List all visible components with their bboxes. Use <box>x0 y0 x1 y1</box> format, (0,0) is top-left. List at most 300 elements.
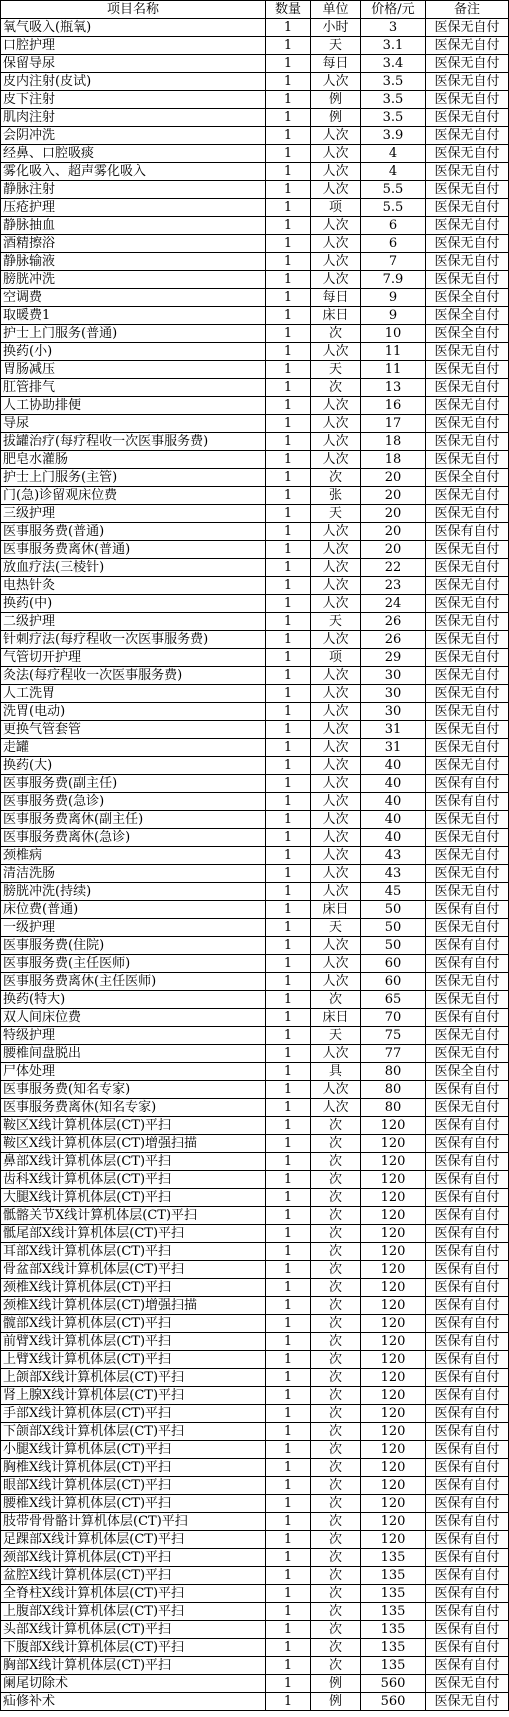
item-name-cell: 护士上门服务(普通) <box>1 325 266 343</box>
price-cell: 3.5 <box>361 91 426 109</box>
item-name-cell: 阑尾切除术 <box>1 1675 266 1693</box>
price-cell: 45 <box>361 883 426 901</box>
quantity-cell: 1 <box>266 433 311 451</box>
table-row <box>1 1423 509 1441</box>
price-cell: 120 <box>361 1441 426 1459</box>
note-cell: 医保无自付 <box>426 1099 509 1117</box>
item-name-cell: 上臂X线计算机体层(CT)平扫 <box>1 1351 266 1369</box>
item-name-cell: 电热针灸 <box>1 577 266 595</box>
item-name-cell: 肥皂水灌肠 <box>1 451 266 469</box>
quantity-cell: 1 <box>266 325 311 343</box>
table-row <box>1 145 509 163</box>
item-name-cell: 氧气吸入(瓶氧) <box>1 19 266 37</box>
quantity-cell: 1 <box>266 1189 311 1207</box>
quantity-cell: 1 <box>266 1549 311 1567</box>
unit-cell: 每日 <box>311 55 361 73</box>
price-cell: 31 <box>361 721 426 739</box>
price-cell: 9 <box>361 289 426 307</box>
item-name-cell: 静脉注射 <box>1 181 266 199</box>
unit-cell: 次 <box>311 1621 361 1639</box>
note-cell: 医保有自付 <box>426 1495 509 1513</box>
price-cell: 80 <box>361 1081 426 1099</box>
price-cell: 135 <box>361 1549 426 1567</box>
note-cell: 医保有自付 <box>426 1405 509 1423</box>
price-cell: 7.9 <box>361 271 426 289</box>
note-cell: 医保无自付 <box>426 451 509 469</box>
unit-cell: 次 <box>311 1585 361 1603</box>
table-row <box>1 1621 509 1639</box>
item-name-cell: 肛管排气 <box>1 379 266 397</box>
quantity-cell: 1 <box>266 1207 311 1225</box>
table-row <box>1 1675 509 1693</box>
table-row <box>1 1351 509 1369</box>
item-name-cell: 尸体处理 <box>1 1063 266 1081</box>
note-cell: 医保有自付 <box>426 1549 509 1567</box>
price-cell: 11 <box>361 361 426 379</box>
header-item-name: 项目名称 <box>1 1 266 19</box>
table-row <box>1 1081 509 1099</box>
price-cell: 120 <box>361 1207 426 1225</box>
price-cell: 120 <box>361 1189 426 1207</box>
note-cell: 医保无自付 <box>426 973 509 991</box>
note-cell: 医保无自付 <box>426 55 509 73</box>
quantity-cell: 1 <box>266 127 311 145</box>
unit-cell: 人次 <box>311 865 361 883</box>
unit-cell: 人次 <box>311 433 361 451</box>
price-cell: 80 <box>361 1063 426 1081</box>
note-cell: 医保有自付 <box>426 1153 509 1171</box>
quantity-cell: 1 <box>266 145 311 163</box>
quantity-cell: 1 <box>266 379 311 397</box>
note-cell: 医保有自付 <box>426 1477 509 1495</box>
unit-cell: 人次 <box>311 703 361 721</box>
price-cell: 120 <box>361 1369 426 1387</box>
price-cell: 135 <box>361 1639 426 1657</box>
price-cell: 120 <box>361 1495 426 1513</box>
quantity-cell: 1 <box>266 19 311 37</box>
note-cell: 医保无自付 <box>426 595 509 613</box>
table-row <box>1 1099 509 1117</box>
quantity-cell: 1 <box>266 1567 311 1585</box>
item-name-cell: 髋部X线计算机体层(CT)平扫 <box>1 1315 266 1333</box>
price-cell: 120 <box>361 1297 426 1315</box>
unit-cell: 次 <box>311 1513 361 1531</box>
table-row <box>1 181 509 199</box>
item-name-cell: 三级护理 <box>1 505 266 523</box>
note-cell: 医保有自付 <box>426 1009 509 1027</box>
unit-cell: 次 <box>311 1387 361 1405</box>
item-name-cell: 上腹部X线计算机体层(CT)平扫 <box>1 1603 266 1621</box>
item-name-cell: 颈椎X线计算机体层(CT)平扫 <box>1 1279 266 1297</box>
table-row <box>1 217 509 235</box>
unit-cell: 次 <box>311 1459 361 1477</box>
note-cell: 医保无自付 <box>426 181 509 199</box>
note-cell: 医保有自付 <box>426 1135 509 1153</box>
table-row <box>1 19 509 37</box>
price-cell: 31 <box>361 739 426 757</box>
header-price: 价格/元 <box>361 1 426 19</box>
note-cell: 医保无自付 <box>426 235 509 253</box>
unit-cell: 床日 <box>311 901 361 919</box>
table-row <box>1 1459 509 1477</box>
note-cell: 医保无自付 <box>426 199 509 217</box>
table-row <box>1 973 509 991</box>
table-row <box>1 1513 509 1531</box>
item-name-cell: 换药(中) <box>1 595 266 613</box>
note-cell: 医保全自付 <box>426 325 509 343</box>
table-row <box>1 163 509 181</box>
unit-cell: 具 <box>311 1063 361 1081</box>
note-cell: 医保无自付 <box>426 19 509 37</box>
note-cell: 医保有自付 <box>426 955 509 973</box>
item-name-cell: 胸椎X线计算机体层(CT)平扫 <box>1 1459 266 1477</box>
note-cell: 医保有自付 <box>426 1315 509 1333</box>
item-name-cell: 换药(小) <box>1 343 266 361</box>
price-cell: 30 <box>361 703 426 721</box>
item-name-cell: 齿科X线计算机体层(CT)平扫 <box>1 1171 266 1189</box>
table-row <box>1 127 509 145</box>
note-cell: 医保有自付 <box>426 1603 509 1621</box>
quantity-cell: 1 <box>266 1045 311 1063</box>
table-row <box>1 1045 509 1063</box>
price-cell: 13 <box>361 379 426 397</box>
note-cell: 医保有自付 <box>426 1261 509 1279</box>
price-cell: 43 <box>361 865 426 883</box>
item-name-cell: 换药(特大) <box>1 991 266 1009</box>
note-cell: 医保有自付 <box>426 793 509 811</box>
item-name-cell: 骨盆部X线计算机体层(CT)平扫 <box>1 1261 266 1279</box>
unit-cell: 次 <box>311 1603 361 1621</box>
unit-cell: 例 <box>311 1675 361 1693</box>
quantity-cell: 1 <box>266 883 311 901</box>
item-name-cell: 静脉输液 <box>1 253 266 271</box>
note-cell: 医保无自付 <box>426 145 509 163</box>
quantity-cell: 1 <box>266 1261 311 1279</box>
price-cell: 120 <box>361 1315 426 1333</box>
table-row <box>1 847 509 865</box>
item-name-cell: 压疮护理 <box>1 199 266 217</box>
table-row <box>1 1549 509 1567</box>
price-cell: 120 <box>361 1513 426 1531</box>
note-cell: 医保有自付 <box>426 1243 509 1261</box>
unit-cell: 人次 <box>311 1099 361 1117</box>
price-cell: 43 <box>361 847 426 865</box>
unit-cell: 次 <box>311 469 361 487</box>
table-row <box>1 1063 509 1081</box>
note-cell: 医保无自付 <box>426 1027 509 1045</box>
note-cell: 医保无自付 <box>426 127 509 145</box>
table-row <box>1 739 509 757</box>
price-cell: 6 <box>361 217 426 235</box>
item-name-cell: 腰椎间盘脱出 <box>1 1045 266 1063</box>
price-cell: 120 <box>361 1477 426 1495</box>
item-name-cell: 上颌部X线计算机体层(CT)平扫 <box>1 1369 266 1387</box>
item-name-cell: 取暖费1 <box>1 307 266 325</box>
note-cell: 医保无自付 <box>426 649 509 667</box>
table-row <box>1 1477 509 1495</box>
quantity-cell: 1 <box>266 181 311 199</box>
item-name-cell: 医事服务费(普通) <box>1 523 266 541</box>
quantity-cell: 1 <box>266 1243 311 1261</box>
price-cell: 3.1 <box>361 37 426 55</box>
quantity-cell: 1 <box>266 901 311 919</box>
item-name-cell: 足踝部X线计算机体层(CT)平扫 <box>1 1531 266 1549</box>
note-cell: 医保无自付 <box>426 379 509 397</box>
price-cell: 20 <box>361 541 426 559</box>
item-name-cell: 导尿 <box>1 415 266 433</box>
price-cell: 29 <box>361 649 426 667</box>
note-cell: 医保无自付 <box>426 613 509 631</box>
note-cell: 医保有自付 <box>426 1657 509 1675</box>
unit-cell: 人次 <box>311 181 361 199</box>
unit-cell: 人次 <box>311 343 361 361</box>
unit-cell: 人次 <box>311 937 361 955</box>
price-cell: 11 <box>361 343 426 361</box>
table-row <box>1 811 509 829</box>
note-cell: 医保有自付 <box>426 937 509 955</box>
unit-cell: 次 <box>311 1657 361 1675</box>
quantity-cell: 1 <box>266 1693 311 1711</box>
unit-cell: 人次 <box>311 145 361 163</box>
quantity-cell: 1 <box>266 937 311 955</box>
item-name-cell: 医事服务费(主任医师) <box>1 955 266 973</box>
quantity-cell: 1 <box>266 289 311 307</box>
note-cell: 医保无自付 <box>426 919 509 937</box>
quantity-cell: 1 <box>266 559 311 577</box>
item-name-cell: 护士上门服务(主管) <box>1 469 266 487</box>
quantity-cell: 1 <box>266 1441 311 1459</box>
quantity-cell: 1 <box>266 1495 311 1513</box>
unit-cell: 人次 <box>311 415 361 433</box>
quantity-cell: 1 <box>266 163 311 181</box>
table-row <box>1 325 509 343</box>
unit-cell: 人次 <box>311 955 361 973</box>
note-cell: 医保有自付 <box>426 901 509 919</box>
price-cell: 120 <box>361 1423 426 1441</box>
table-row <box>1 1261 509 1279</box>
quantity-cell: 1 <box>266 991 311 1009</box>
note-cell: 医保有自付 <box>426 1567 509 1585</box>
table-row <box>1 1171 509 1189</box>
item-name-cell: 医事服务费离休(副主任) <box>1 811 266 829</box>
note-cell: 医保无自付 <box>426 505 509 523</box>
quantity-cell: 1 <box>266 1279 311 1297</box>
price-cell: 26 <box>361 613 426 631</box>
quantity-cell: 1 <box>266 1117 311 1135</box>
item-name-cell: 雾化吸入、超声雾化吸入 <box>1 163 266 181</box>
table-row <box>1 379 509 397</box>
price-cell: 120 <box>361 1171 426 1189</box>
unit-cell: 人次 <box>311 757 361 775</box>
price-cell: 60 <box>361 973 426 991</box>
table-row <box>1 1495 509 1513</box>
quantity-cell: 1 <box>266 829 311 847</box>
price-cell: 120 <box>361 1117 426 1135</box>
quantity-cell: 1 <box>266 1135 311 1153</box>
table-row <box>1 1693 509 1711</box>
item-name-cell: 肢带骨骨骼计算机体层(CT)平扫 <box>1 1513 266 1531</box>
note-cell: 医保无自付 <box>426 703 509 721</box>
table-row <box>1 1603 509 1621</box>
unit-cell: 人次 <box>311 883 361 901</box>
note-cell: 医保有自付 <box>426 1225 509 1243</box>
quantity-cell: 1 <box>266 469 311 487</box>
quantity-cell: 1 <box>266 577 311 595</box>
table-row <box>1 991 509 1009</box>
quantity-cell: 1 <box>266 1081 311 1099</box>
unit-cell: 人次 <box>311 523 361 541</box>
note-cell: 医保无自付 <box>426 721 509 739</box>
note-cell: 医保无自付 <box>426 577 509 595</box>
note-cell: 医保有自付 <box>426 1387 509 1405</box>
quantity-cell: 1 <box>266 1225 311 1243</box>
item-name-cell: 大腿X线计算机体层(CT)平扫 <box>1 1189 266 1207</box>
unit-cell: 次 <box>311 1495 361 1513</box>
quantity-cell: 1 <box>266 307 311 325</box>
unit-cell: 次 <box>311 1243 361 1261</box>
note-cell: 医保有自付 <box>426 1171 509 1189</box>
note-cell: 医保有自付 <box>426 523 509 541</box>
price-cell: 560 <box>361 1693 426 1711</box>
table-row <box>1 37 509 55</box>
note-cell: 医保有自付 <box>426 1207 509 1225</box>
table-row <box>1 541 509 559</box>
note-cell: 医保有自付 <box>426 1441 509 1459</box>
note-cell: 医保无自付 <box>426 865 509 883</box>
item-name-cell: 人工协助排便 <box>1 397 266 415</box>
price-cell: 77 <box>361 1045 426 1063</box>
item-name-cell: 头部X线计算机体层(CT)平扫 <box>1 1621 266 1639</box>
quantity-cell: 1 <box>266 1585 311 1603</box>
quantity-cell: 1 <box>266 631 311 649</box>
item-name-cell: 颈椎病 <box>1 847 266 865</box>
note-cell: 医保有自付 <box>426 1621 509 1639</box>
note-cell: 医保无自付 <box>426 757 509 775</box>
price-cell: 135 <box>361 1585 426 1603</box>
price-cell: 135 <box>361 1603 426 1621</box>
item-name-cell: 经鼻、口腔吸痰 <box>1 145 266 163</box>
unit-cell: 人次 <box>311 739 361 757</box>
note-cell: 医保无自付 <box>426 163 509 181</box>
item-name-cell: 一级护理 <box>1 919 266 937</box>
unit-cell: 次 <box>311 1153 361 1171</box>
item-name-cell: 走罐 <box>1 739 266 757</box>
item-name-cell: 酒精擦浴 <box>1 235 266 253</box>
item-name-cell: 床位费(普通) <box>1 901 266 919</box>
quantity-cell: 1 <box>266 1315 311 1333</box>
quantity-cell: 1 <box>266 55 311 73</box>
price-cell: 40 <box>361 829 426 847</box>
note-cell: 医保有自付 <box>426 1081 509 1099</box>
note-cell: 医保有自付 <box>426 775 509 793</box>
table-row <box>1 1153 509 1171</box>
price-cell: 50 <box>361 919 426 937</box>
table-row <box>1 793 509 811</box>
table-row <box>1 955 509 973</box>
quantity-cell: 1 <box>266 523 311 541</box>
price-cell: 120 <box>361 1351 426 1369</box>
unit-cell: 人次 <box>311 721 361 739</box>
item-name-cell: 双人间床位费 <box>1 1009 266 1027</box>
price-cell: 3 <box>361 19 426 37</box>
note-cell: 医保无自付 <box>426 37 509 55</box>
note-cell: 医保无自付 <box>426 253 509 271</box>
unit-cell: 人次 <box>311 73 361 91</box>
quantity-cell: 1 <box>266 1657 311 1675</box>
table-row <box>1 1369 509 1387</box>
table-row <box>1 1333 509 1351</box>
quantity-cell: 1 <box>266 1153 311 1171</box>
price-cell: 120 <box>361 1225 426 1243</box>
note-cell: 医保无自付 <box>426 559 509 577</box>
price-cell: 30 <box>361 667 426 685</box>
quantity-cell: 1 <box>266 1333 311 1351</box>
table-row <box>1 1657 509 1675</box>
note-cell: 医保无自付 <box>426 541 509 559</box>
unit-cell: 次 <box>311 1549 361 1567</box>
table-row <box>1 523 509 541</box>
unit-cell: 人次 <box>311 1081 361 1099</box>
unit-cell: 人次 <box>311 235 361 253</box>
note-cell: 医保无自付 <box>426 73 509 91</box>
item-name-cell: 医事服务费离休(知名专家) <box>1 1099 266 1117</box>
item-name-cell: 胃肠减压 <box>1 361 266 379</box>
table-row <box>1 55 509 73</box>
item-name-cell: 针刺疗法(每疗程收一次医事服务费) <box>1 631 266 649</box>
price-cell: 75 <box>361 1027 426 1045</box>
item-name-cell: 小腿X线计算机体层(CT)平扫 <box>1 1441 266 1459</box>
quantity-cell: 1 <box>266 1027 311 1045</box>
price-cell: 24 <box>361 595 426 613</box>
price-cell: 10 <box>361 325 426 343</box>
unit-cell: 例 <box>311 91 361 109</box>
item-name-cell: 骶髂关节X线计算机体层(CT)平扫 <box>1 1207 266 1225</box>
quantity-cell: 1 <box>266 919 311 937</box>
price-cell: 70 <box>361 1009 426 1027</box>
table-row <box>1 433 509 451</box>
item-name-cell: 气管切开护理 <box>1 649 266 667</box>
item-name-cell: 前臂X线计算机体层(CT)平扫 <box>1 1333 266 1351</box>
unit-cell: 例 <box>311 109 361 127</box>
table-row <box>1 1531 509 1549</box>
note-cell: 医保无自付 <box>426 415 509 433</box>
unit-cell: 次 <box>311 1567 361 1585</box>
quantity-cell: 1 <box>266 1387 311 1405</box>
price-cell: 7 <box>361 253 426 271</box>
price-cell: 135 <box>361 1567 426 1585</box>
table-row <box>1 1315 509 1333</box>
unit-cell: 人次 <box>311 1045 361 1063</box>
unit-cell: 人次 <box>311 685 361 703</box>
unit-cell: 张 <box>311 487 361 505</box>
item-name-cell: 门(急)诊留观床位费 <box>1 487 266 505</box>
unit-cell: 次 <box>311 1261 361 1279</box>
price-cell: 120 <box>361 1243 426 1261</box>
price-cell: 135 <box>361 1621 426 1639</box>
note-cell: 医保无自付 <box>426 487 509 505</box>
quantity-cell: 1 <box>266 343 311 361</box>
unit-cell: 人次 <box>311 271 361 289</box>
price-cell: 50 <box>361 901 426 919</box>
item-name-cell: 拔罐治疗(每疗程收一次医事服务费) <box>1 433 266 451</box>
item-name-cell: 保留导尿 <box>1 55 266 73</box>
item-name-cell: 腰椎X线计算机体层(CT)平扫 <box>1 1495 266 1513</box>
table-row <box>1 595 509 613</box>
price-cell: 18 <box>361 433 426 451</box>
quantity-cell: 1 <box>266 91 311 109</box>
table-row <box>1 1441 509 1459</box>
price-cell: 4 <box>361 163 426 181</box>
